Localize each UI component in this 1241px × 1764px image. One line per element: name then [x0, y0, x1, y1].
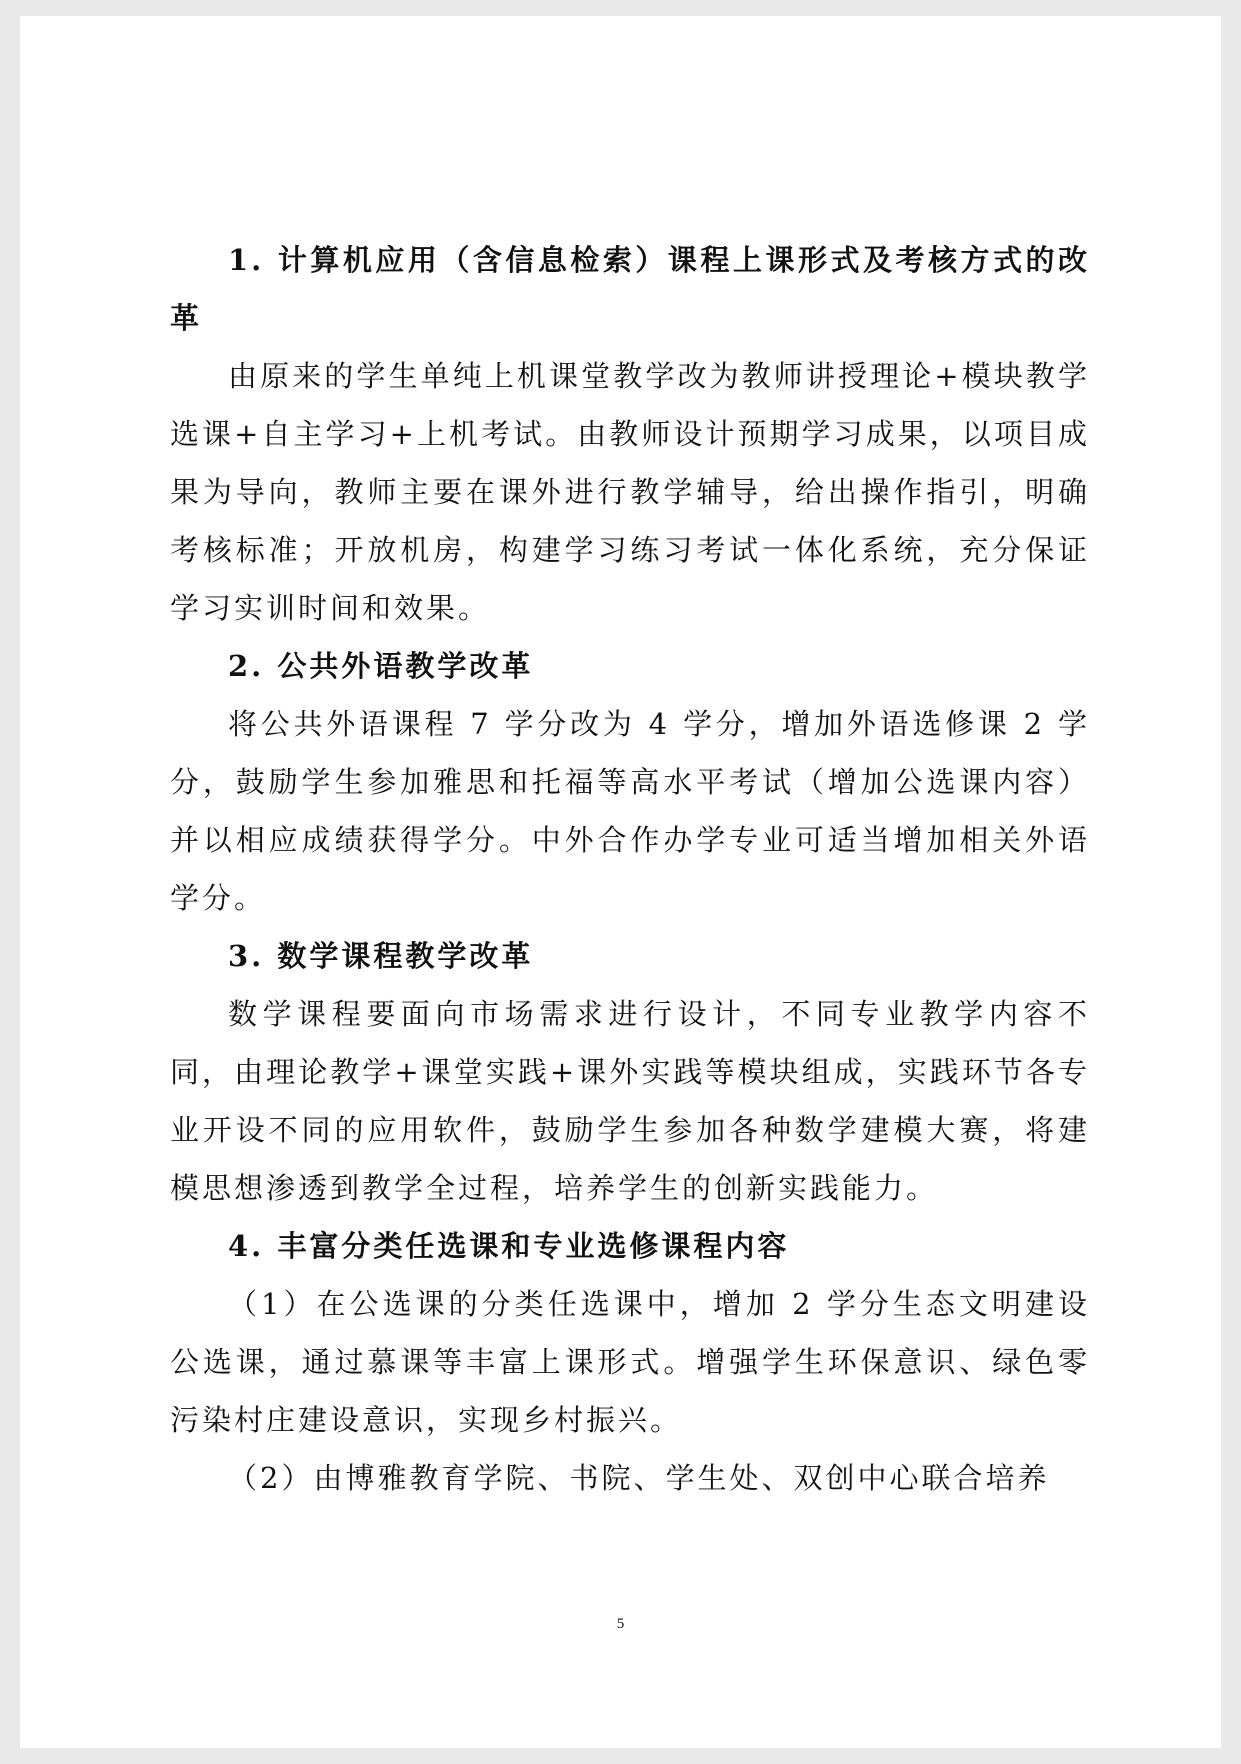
section-2-paragraph: 将公共外语课程 7 学分改为 4 学分，增加外语选修课 2 学分，鼓励学生参加雅思和托福等高水平考试（增加公选课内容）并以相应成绩获得学分。中外合作办学专业可适当增加相关外语学分。 — [170, 707, 1090, 915]
section-4-paragraph-2: （2）由博雅教育学院、书院、学生处、双创中心联合培养 — [228, 1461, 1050, 1495]
section-3-heading: 3. 数学课程教学改革 — [228, 939, 534, 973]
section-2-heading: 2. 公共外语教学改革 — [228, 649, 534, 683]
document-body — [170, 231, 1090, 1507]
section-3-paragraph: 数学课程要面向市场需求进行设计，不同专业教学内容不同，由理论教学+课堂实践+课外实践等模块组成，实践环节各专业开设不同的应用软件，鼓励学生参加各种数学建模大赛，将建模思想渗透到教学全过程，培养学生的创新实践能力。 — [170, 997, 1090, 1205]
document-page — [20, 16, 1221, 1748]
section-4-paragraph-1: （1）在公选课的分类任选课中，增加 2 学分生态文明建设公选课，通过慕课等丰富上课形式。增强学生环保意识、绿色零污染村庄建设意识，实现乡村振兴。 — [170, 1287, 1090, 1437]
section-4-heading: 4. 丰富分类任选课和专业选修课程内容 — [228, 1229, 790, 1263]
section-1-heading: 1. 计算机应用（含信息检索）课程上课形式及考核方式的改革 — [170, 243, 1090, 335]
page-number: 5 — [616, 1616, 625, 1632]
section-1-paragraph: 由原来的学生单纯上机课堂教学改为教师讲授理论+模块教学选课+自主学习+上机考试。由教师设计预期学习成果，以项目成果为导向，教师主要在课外进行教学辅导，给出操作指引，明确考核标准；开放机房，构建学习练习考试一体化系统，充分保证学习实训时间和效果。 — [170, 359, 1090, 625]
